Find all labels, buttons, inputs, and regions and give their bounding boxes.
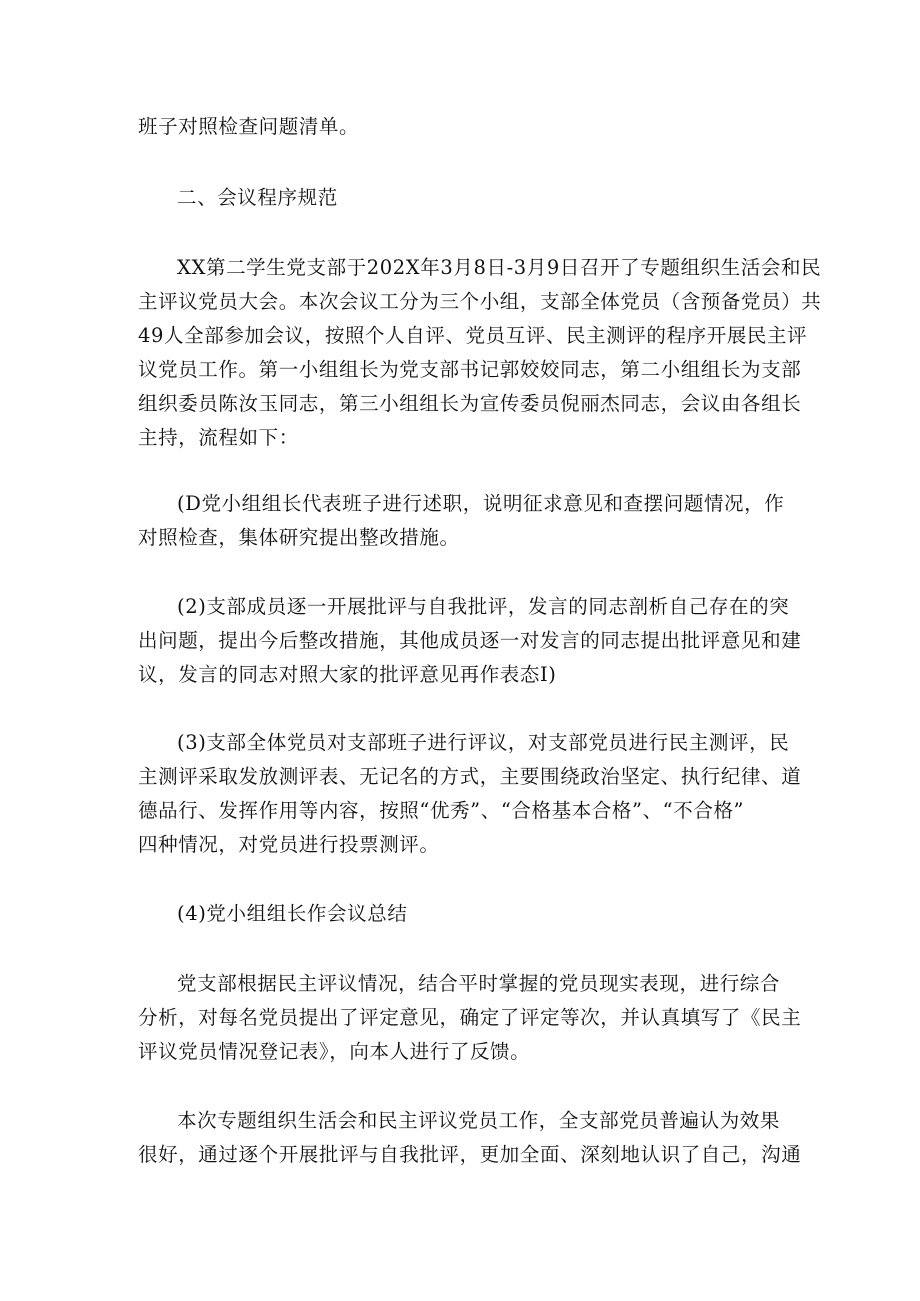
paragraph-summary	[138, 1104, 802, 1172]
text-line: 四种情况，对党员进行投票测评。	[138, 833, 440, 856]
paragraph-evaluation	[138, 967, 802, 1069]
text-line: 分析，对每名党员提出了评定意见，确定了评定等次，并认真填写了《民主	[138, 1006, 802, 1029]
text-line: 本次专题组织生活会和民主评议党员工作，全支部党员普遍认为效果	[177, 1109, 781, 1132]
paragraph-continuation	[138, 110, 788, 144]
text-line: (2)支部成员逐一开展批评与自我批评，发言的同志剖析自己存在的突	[177, 595, 790, 618]
text-line: 议党员工作。第一小组组长为党支部书记郭姣姣同志，第二小组组长为支部	[138, 358, 802, 381]
text-line: 德品行、发挥作用等内容，按照“优秀”、“合格基本合格”、“不合格”	[138, 799, 745, 822]
text-line: 党支部根据民主评议情况，结合平时掌握的党员现实表现，进行综合	[177, 972, 781, 995]
paragraph-step-4	[138, 897, 788, 931]
text-line: XX第二学生党支部于202X年3月8日-3月9日召开了专题组织生活会和民	[177, 256, 822, 279]
paragraph-step-3	[138, 726, 802, 862]
text-line: 评议党员情况登记表》，向本人进行了反馈。	[138, 1040, 531, 1063]
heading-text: 二、会议程序规范	[177, 186, 338, 209]
text-line: (4)党小组组长作会议总结	[177, 902, 408, 925]
paragraph-meeting-intro	[138, 251, 822, 455]
text-line: 议，发言的同志对照大家的批评意见再作表态I)	[138, 663, 557, 686]
paragraph-step-2	[138, 590, 802, 692]
text-line: 班子对照检查问题清单。	[138, 115, 360, 138]
text-line: (D党小组组长代表班子进行述职，说明征求意见和查摆问题情况，作	[177, 492, 785, 515]
text-line: 组织委员陈汝玉同志，第三小组组长为宣传委员倪丽杰同志，会议由各组长	[138, 392, 802, 415]
text-line: 主持，流程如下：	[138, 426, 299, 449]
text-line: 出问题，提出今后整改措施，其他成员逐一对发言的同志提出批评意见和建	[138, 629, 802, 652]
text-line: 49人全部参加会议，按照个人自评、党员互评、民主测评的程序开展民主评	[138, 324, 808, 347]
text-line: 很好，通过逐个开展批评与自我批评，更加全面、深刻地认识了自己，沟通	[138, 1143, 802, 1166]
section-heading	[138, 181, 788, 215]
text-line: 对照检查，集体研究提出整改措施。	[138, 526, 460, 549]
text-line: 主评议党员大会。本次会议工分为三个小组，支部全体党员（含预备党员）共	[138, 290, 822, 313]
paragraph-step-1	[138, 487, 788, 555]
text-line: (3)支部全体党员对支部班子进行评议，对支部党员进行民主测评，民	[177, 731, 790, 754]
text-line: 主测评采取发放测评表、无记名的方式，主要围绕政治坚定、执行纪律、道	[138, 765, 802, 788]
